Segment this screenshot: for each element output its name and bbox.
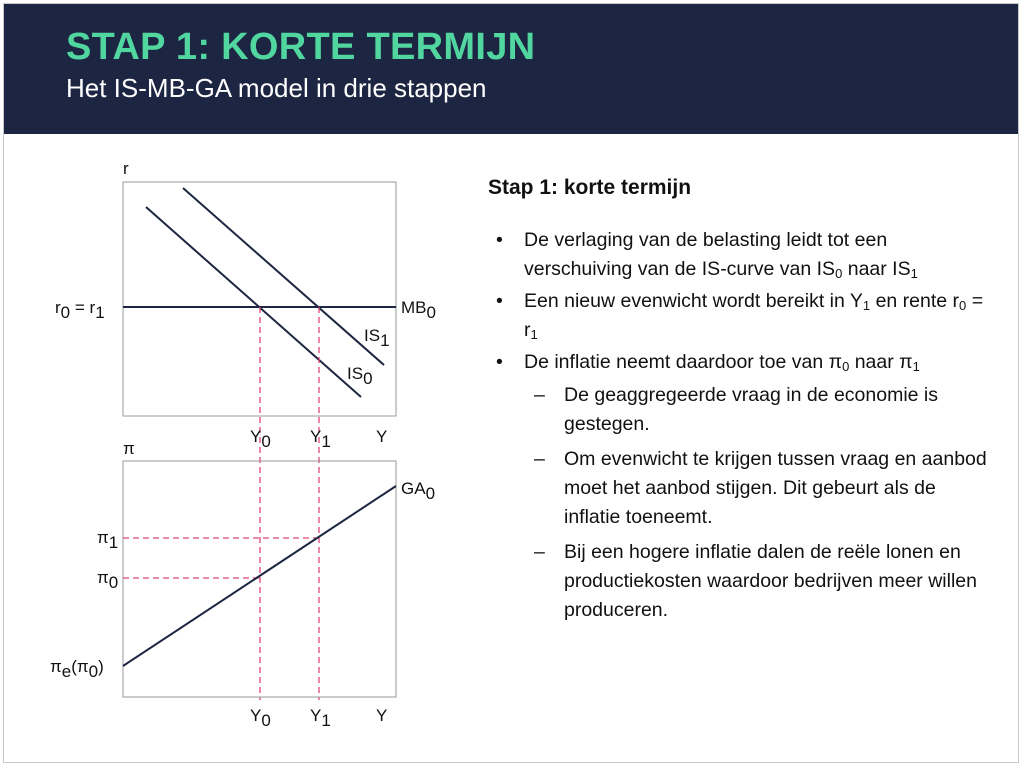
bullet-inflation: • De inflatie neemt daardoor toe van $\pi_0$ naar $\pi_1$ – De geaggregeerde vraag in de economie is gestegen. – Om evenwicht te krijgen tussen vraag en aanbod moet het aanbod stijgen. Dit gebeurt als de inflatie toeneemt. – Bij een hogere inflatie dalen de reële lonen en productiekosten waardoor bedrijven meer willen produceren. <box>488 348 988 625</box>
is1-curve <box>183 188 384 365</box>
sub-bullet-wages: – Bij een hogere inflatie dalen de reële lonen en productiekosten waardoor bedrijven meer willen produceren. <box>524 538 988 625</box>
panel-heading: Stap 1: korte termijn <box>488 176 692 199</box>
explanation-panel <box>488 176 988 631</box>
pi-axis-label: π <box>123 439 135 458</box>
slide-title: STAP 1: KORTE TERMIJN <box>66 26 536 68</box>
bullet-list <box>488 226 988 625</box>
bottom-y-axis-label: Y <box>376 706 388 725</box>
sub-bullet-supply: – Om evenwicht te krijgen tussen vraag en aanbod moet het aanbod stijgen. Dit gebeurt als de inflatie toeneemt. <box>524 445 988 532</box>
sub-bullet-list <box>524 381 988 625</box>
pi0-label: π0 <box>97 568 119 592</box>
top-y0-label: Y0 <box>250 427 271 451</box>
top-y-axis-label: Y <box>376 427 388 446</box>
pi1-label: π1 <box>97 528 119 552</box>
mb0-label: MB0 <box>401 298 436 322</box>
bullet-new-equilibrium: • Een nieuw evenwicht wordt bereikt in $Y_1$ en rente $r_0 = r_1$ <box>488 287 988 345</box>
is1-label: IS1 <box>364 326 390 350</box>
is0-label: IS0 <box>347 364 373 388</box>
bullet-tax-cut: • De verlaging van de belasting leidt tot een verschuiving van de IS-curve van $IS_0$ naar $IS_1$ <box>488 226 988 284</box>
rate-label: r0 = r1 <box>55 298 105 322</box>
r-axis-label: r <box>123 159 129 178</box>
bottom-y0-label: Y0 <box>250 706 271 730</box>
slide-subtitle: Het IS-MB-GA model in drie stappen <box>66 73 487 103</box>
sub-bullet-demand: – De geaggregeerde vraag in de economie is gestegen. <box>524 381 988 439</box>
bottom-y1-label: Y1 <box>310 706 331 730</box>
is0-curve <box>146 207 361 397</box>
ga0-label: GA0 <box>401 479 436 503</box>
pie-label: πe(π0) <box>50 657 104 681</box>
top-y1-label: Y1 <box>310 427 331 451</box>
